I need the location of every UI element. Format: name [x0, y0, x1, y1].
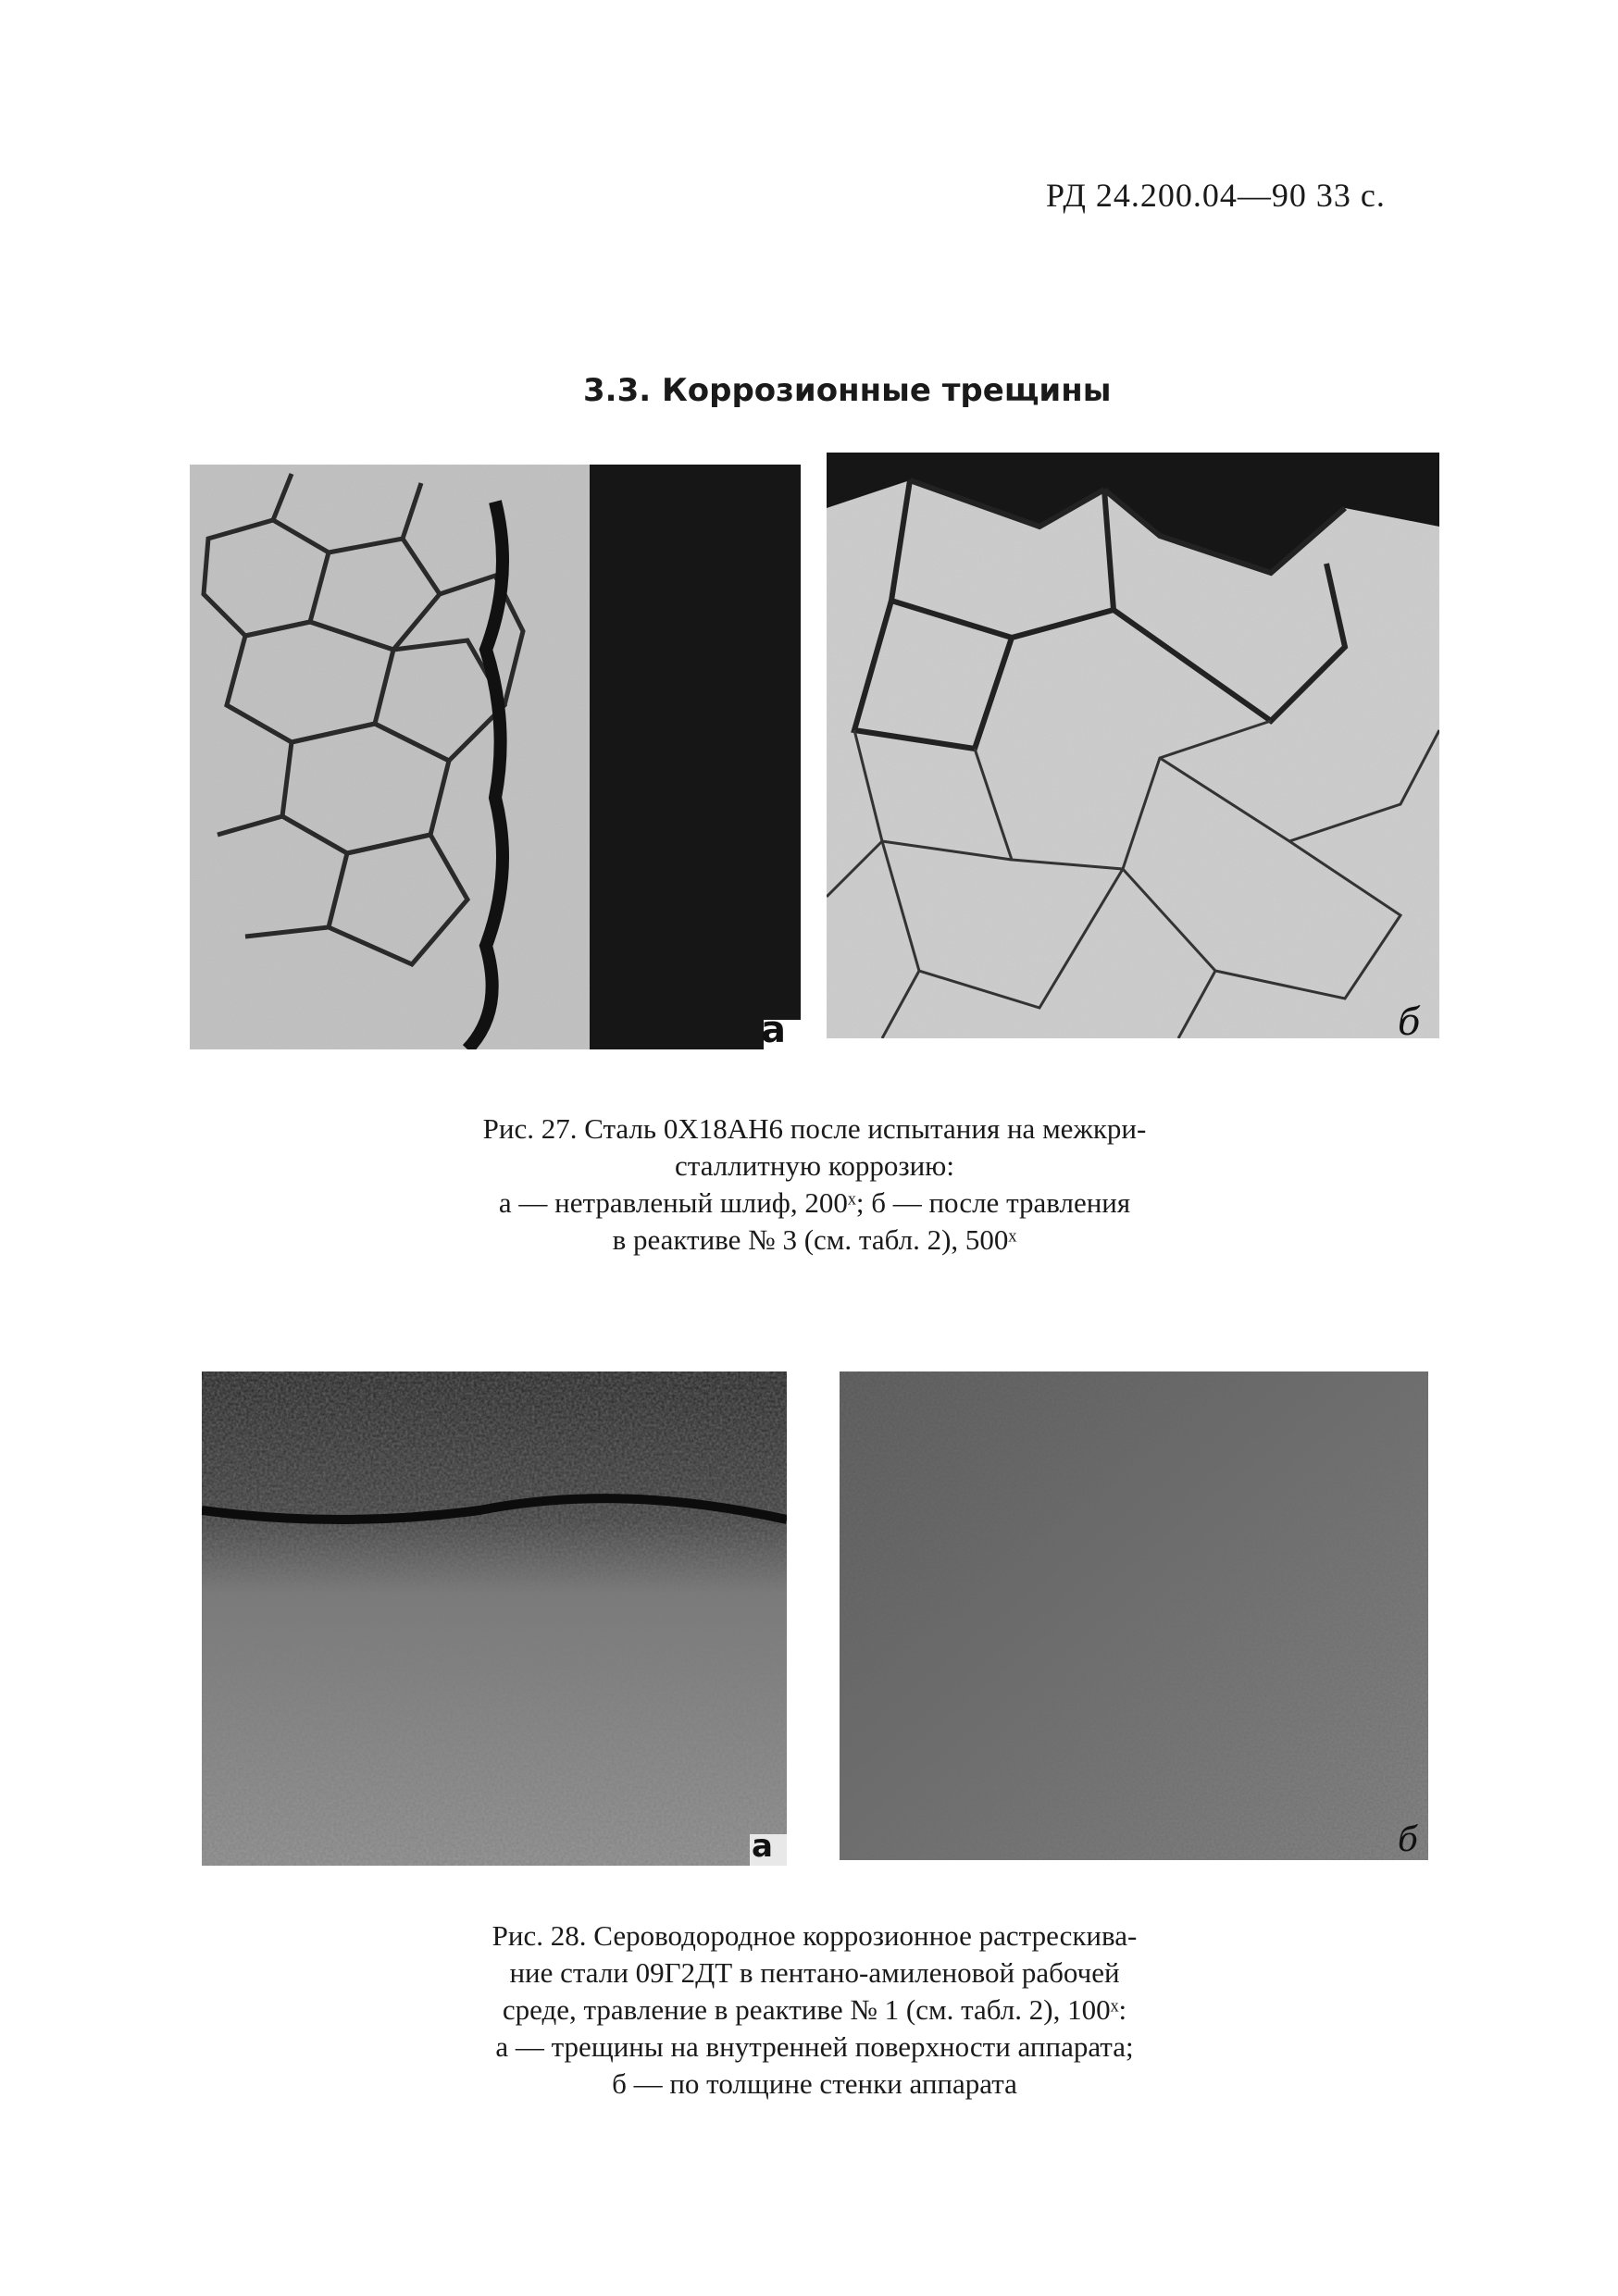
section-title: 3.3. Коррозионные трещины — [583, 372, 1112, 409]
page-header: РД 24.200.04—90 33 с. — [1046, 177, 1386, 214]
figure-28-caption — [389, 1917, 1240, 2103]
caption-line: в реактиве № 3 (см. табл. 2), 500ˣ — [612, 1223, 1017, 1256]
caption-line: а — трещины на внутренней поверхности аппарата; — [495, 2030, 1134, 2063]
figure-27-caption — [389, 1111, 1240, 1259]
caption-line: а — нетравленый шлиф, 200ˣ; б — после травления — [498, 1186, 1131, 1219]
caption-line: Рис. 28. Сероводородное коррозионное растрескива- — [492, 1919, 1138, 1952]
caption-line: б — по толщине стенки аппарата — [612, 2067, 1017, 2100]
figure-27a-label: а — [761, 1009, 786, 1051]
figure-28a-micrograph — [202, 1371, 787, 1866]
figure-28a-label: а — [752, 1828, 773, 1865]
caption-line: ние стали 09Г2ДТ в пентано-амиленовой рабочей — [509, 1956, 1120, 1989]
figure-28b-label: б — [1398, 1821, 1418, 1859]
caption-line: Рис. 27. Сталь 0Х18АН6 после испытания на межкри- — [482, 1112, 1147, 1145]
caption-line: среде, травление в реактиве № 1 (см. табл. 2), 100ˣ: — [502, 1993, 1127, 2026]
figure-27a-micrograph — [190, 465, 801, 1049]
caption-line: сталлитную коррозию: — [675, 1149, 954, 1182]
figure-27b-micrograph — [827, 453, 1439, 1038]
figure-27b-label: б — [1398, 1001, 1421, 1044]
figure-28b-micrograph — [840, 1371, 1428, 1860]
